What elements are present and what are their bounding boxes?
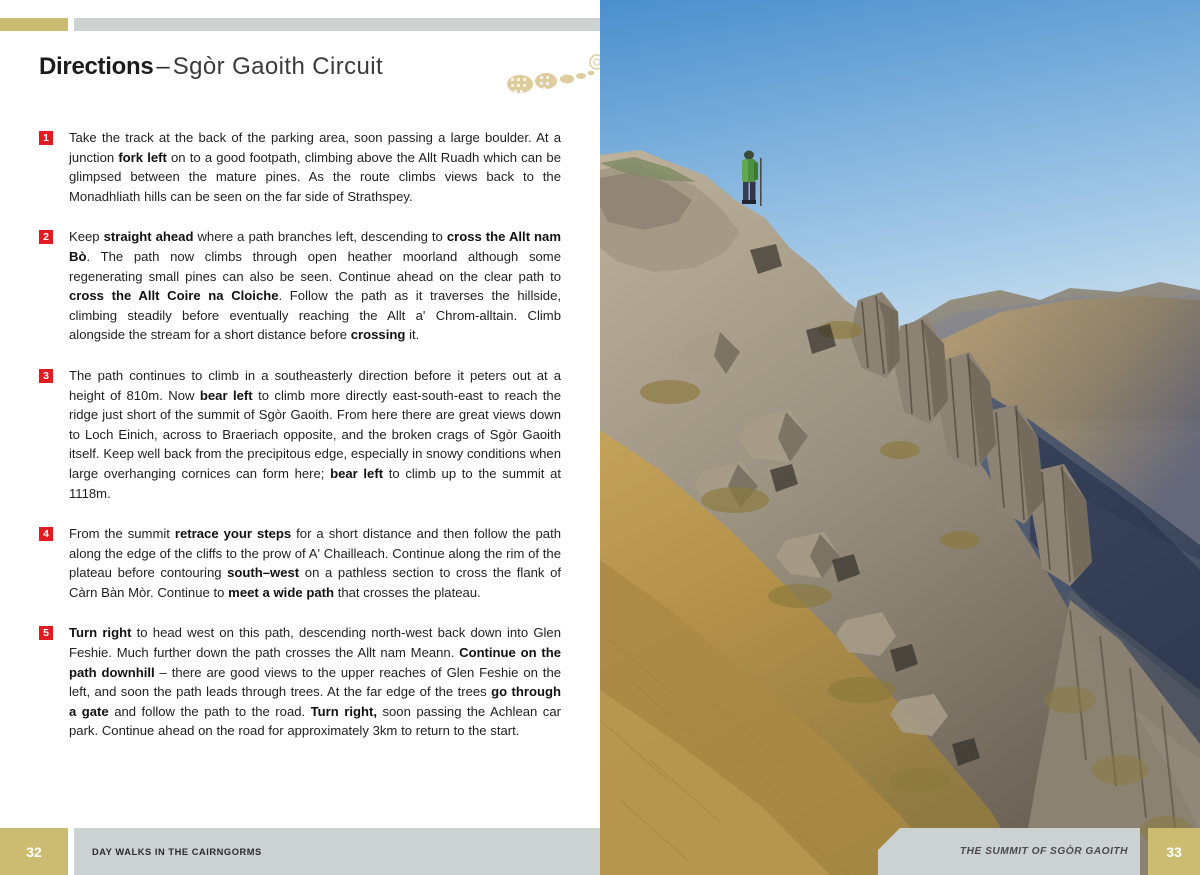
page-title-bold: Directions xyxy=(39,53,154,80)
bootprint-icon xyxy=(497,52,602,104)
step-text: From the summit retrace your steps for a short distance and then follow the path along the edge of the cliffs to the prow of A' Chailleach. Continue along the rim of the plateau before contouring south–west on a pathless section to cross the flank of Càrn Bàn Mòr. Continue to meet a wide path that crosses the plateau. xyxy=(69,526,562,600)
page-title-dash: – xyxy=(156,53,170,80)
step-number-badge: 1 xyxy=(39,131,53,145)
directions-step-list xyxy=(39,128,561,762)
right-page-number: 33 xyxy=(1166,843,1182,860)
running-head: DAY WALKS IN THE CAIRNGORMS xyxy=(92,846,262,857)
direction-step xyxy=(39,227,561,345)
right-page-footer xyxy=(600,828,1200,875)
step-text: The path continues to climb in a southeasterly direction before it peters out at a height of 810m. Now bear left to climb more directly east-south-east to reach the ridge just short of the summit of Sgòr Gaoith. From here there are great views down to Loch Einich, across to Braeriach opposite, and the broken crags of Sgòr Gaoith itself. Keep well back from the precipitous edge, especially in snowy conditions when large overhanging cornices can form here; bear left to climb up to the summit at 1118m. xyxy=(69,367,561,501)
step-number-badge: 3 xyxy=(39,369,53,383)
direction-step xyxy=(39,128,561,206)
step-text: Keep straight ahead where a path branches left, descending to cross the Allt nam Bò. The path now climbs through open heather moorland although some regenerating small pines can also be seen. Continue ahead on the clear path to cross the Allt Coire na Cloiche. Follow the path as it traverses the hillside, climbing steadily before eventually reaching the Allt a' Chrom-alltain. Climb alongside the stream for a short distance before crossing it. xyxy=(69,229,562,343)
photo-caption: THE SUMMIT OF SGÒR GAOITH xyxy=(959,846,1128,857)
step-number-badge: 5 xyxy=(39,626,53,640)
page-title xyxy=(39,52,383,82)
step-number-badge: 4 xyxy=(39,527,53,541)
top-rule-grey-segment xyxy=(74,18,600,31)
top-rule-gold-segment xyxy=(0,18,68,31)
top-rule xyxy=(0,18,600,31)
page-title-route: Sgòr Gaoith Circuit xyxy=(172,53,384,80)
step-text: Turn right to head west on this path, descending north-west back down into Glen Feshie. Much further down the path crosses the Allt nam Meann. Continue on the path downhill – there are good views to the upper reaches of Glen Feshie on the left, and soon the path leads through trees. At the far edge of the trees go through a gate and follow the path to the road. Turn right, soon passing the Achlean car park. Continue ahead on the road for approximately 3km to return to the start. xyxy=(69,625,562,739)
step-number-badge: 2 xyxy=(39,230,53,244)
direction-step xyxy=(39,623,561,741)
step-text: Take the track at the back of the parking area, soon passing a large boulder. At a junction fork left on to a good footpath, climbing above the Allt Ruadh which can be glimpsed between the mature pines. As the route climbs views back to the Monadhliath hills can be seen on the far side of Strathspey. xyxy=(69,130,561,204)
left-page-footer xyxy=(0,828,600,875)
direction-step xyxy=(39,524,561,602)
left-page-number: 32 xyxy=(26,843,42,860)
summit-photograph xyxy=(600,0,1200,875)
direction-step xyxy=(39,366,561,503)
